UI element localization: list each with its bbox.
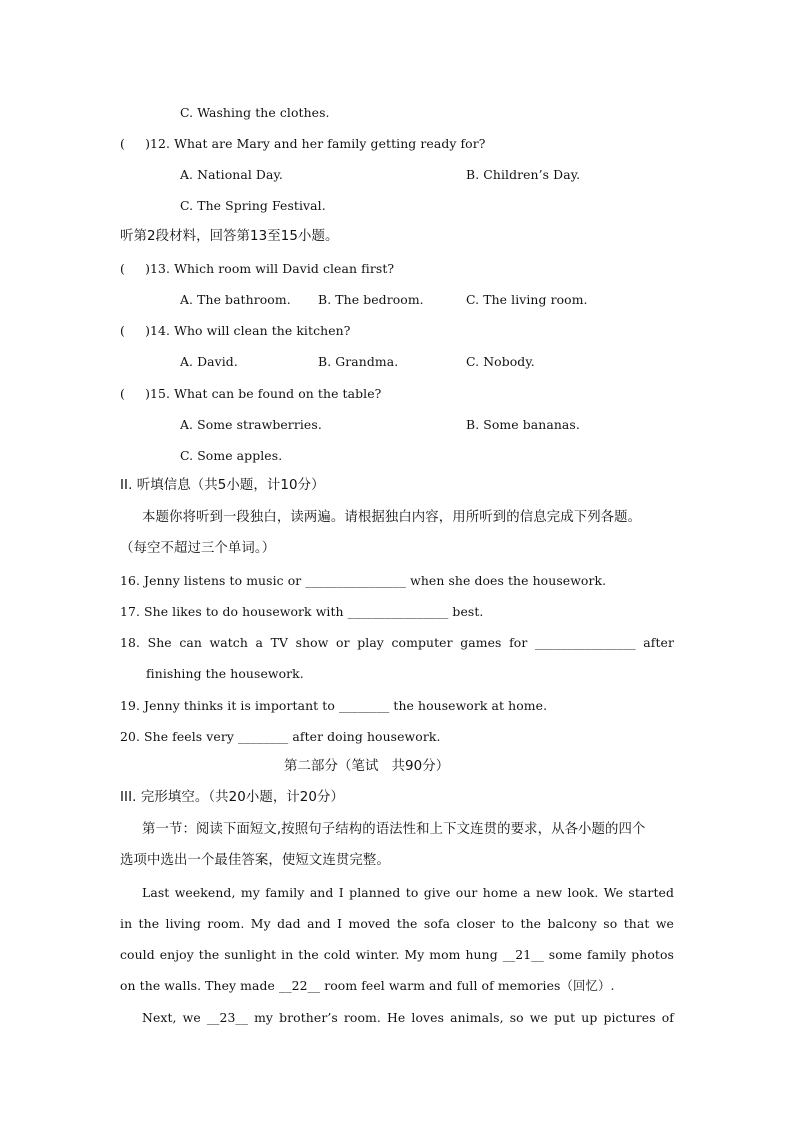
q14-option-c: C. Nobody.	[466, 354, 535, 369]
q14-question: ( )14. Who will clean the kitchen?	[120, 323, 351, 338]
q12-question: ( )12. What are Mary and her family getting ready for?	[120, 136, 486, 151]
q20-line: 20. She feels very ________ after doing housework.	[120, 729, 441, 744]
q15-question: ( )15. What can be found on the table?	[120, 386, 382, 401]
q11-option-c: C. Washing the clothes.	[180, 105, 330, 120]
q12-option-c: C. The Spring Festival.	[180, 198, 326, 213]
q12-option-b: B. Children’s Day.	[466, 167, 581, 182]
q12-option-a: A. National Day.	[180, 167, 283, 182]
q13-option-b: B. The bedroom.	[318, 292, 424, 307]
part2-instruction-line2: （每空不超过三个单词。）	[120, 541, 276, 556]
q18-line2: finishing the housework.	[146, 666, 304, 681]
written-section-title: 第二部分（笔试 共90分）	[284, 759, 450, 774]
part2-heading: II. 听填信息（共5小题，计10分）	[120, 478, 325, 493]
q15-option-c: C. Some apples.	[180, 448, 283, 463]
passage-line: Next, we __23__ my brother’s room. He loves animals, so we put up pictures of	[142, 1010, 674, 1025]
passage-line: in the living room. My dad and I moved the sofa closer to the balcony so that we	[120, 916, 674, 931]
part3-instruction-line2: 选项中选出一个最佳答案，使短文连贯完整。	[120, 853, 390, 868]
q13-question: ( )13. Which room will David clean first?	[120, 261, 395, 276]
q17-line: 17. She likes to do housework with ________________ best.	[120, 604, 484, 619]
q16-line: 16. Jenny listens to music or ________________ when she does the housework.	[120, 573, 607, 588]
part2-instruction-line1: 本题你将听到一段独白，读两遍。请根据独白内容，用所听到的信息完成下列各题。	[142, 510, 642, 525]
q15-option-b: B. Some bananas.	[466, 417, 580, 432]
q15-option-a: A. Some strawberries.	[180, 417, 322, 432]
q18-line1: 18. She can watch a TV show or play computer games for ________________ after	[120, 635, 674, 650]
q14-option-b: B. Grandma.	[318, 354, 399, 369]
part3-heading: III. 完形填空。（共20小题，计20分）	[120, 790, 345, 805]
q13-option-c: C. The living room.	[466, 292, 588, 307]
passage-line: on the walls. They made __22__ room feel warm and full of memories（回忆）.	[120, 978, 615, 993]
section2-instruction: 听第2段材料，回答第13至15小题。	[120, 229, 339, 244]
part3-instruction-line1: 第一节：阅读下面短文,按照句子结构的语法性和上下文连贯的要求，从各小题的四个	[142, 822, 646, 837]
q14-option-a: A. David.	[180, 354, 238, 369]
q13-option-a: A. The bathroom.	[180, 292, 291, 307]
passage-line: could enjoy the sunlight in the cold winter. My mom hung __21__ some family photos	[120, 947, 674, 962]
passage-line: Last weekend, my family and I planned to give our home a new look. We started	[142, 885, 674, 900]
q19-line: 19. Jenny thinks it is important to ________ the housework at home.	[120, 698, 548, 713]
